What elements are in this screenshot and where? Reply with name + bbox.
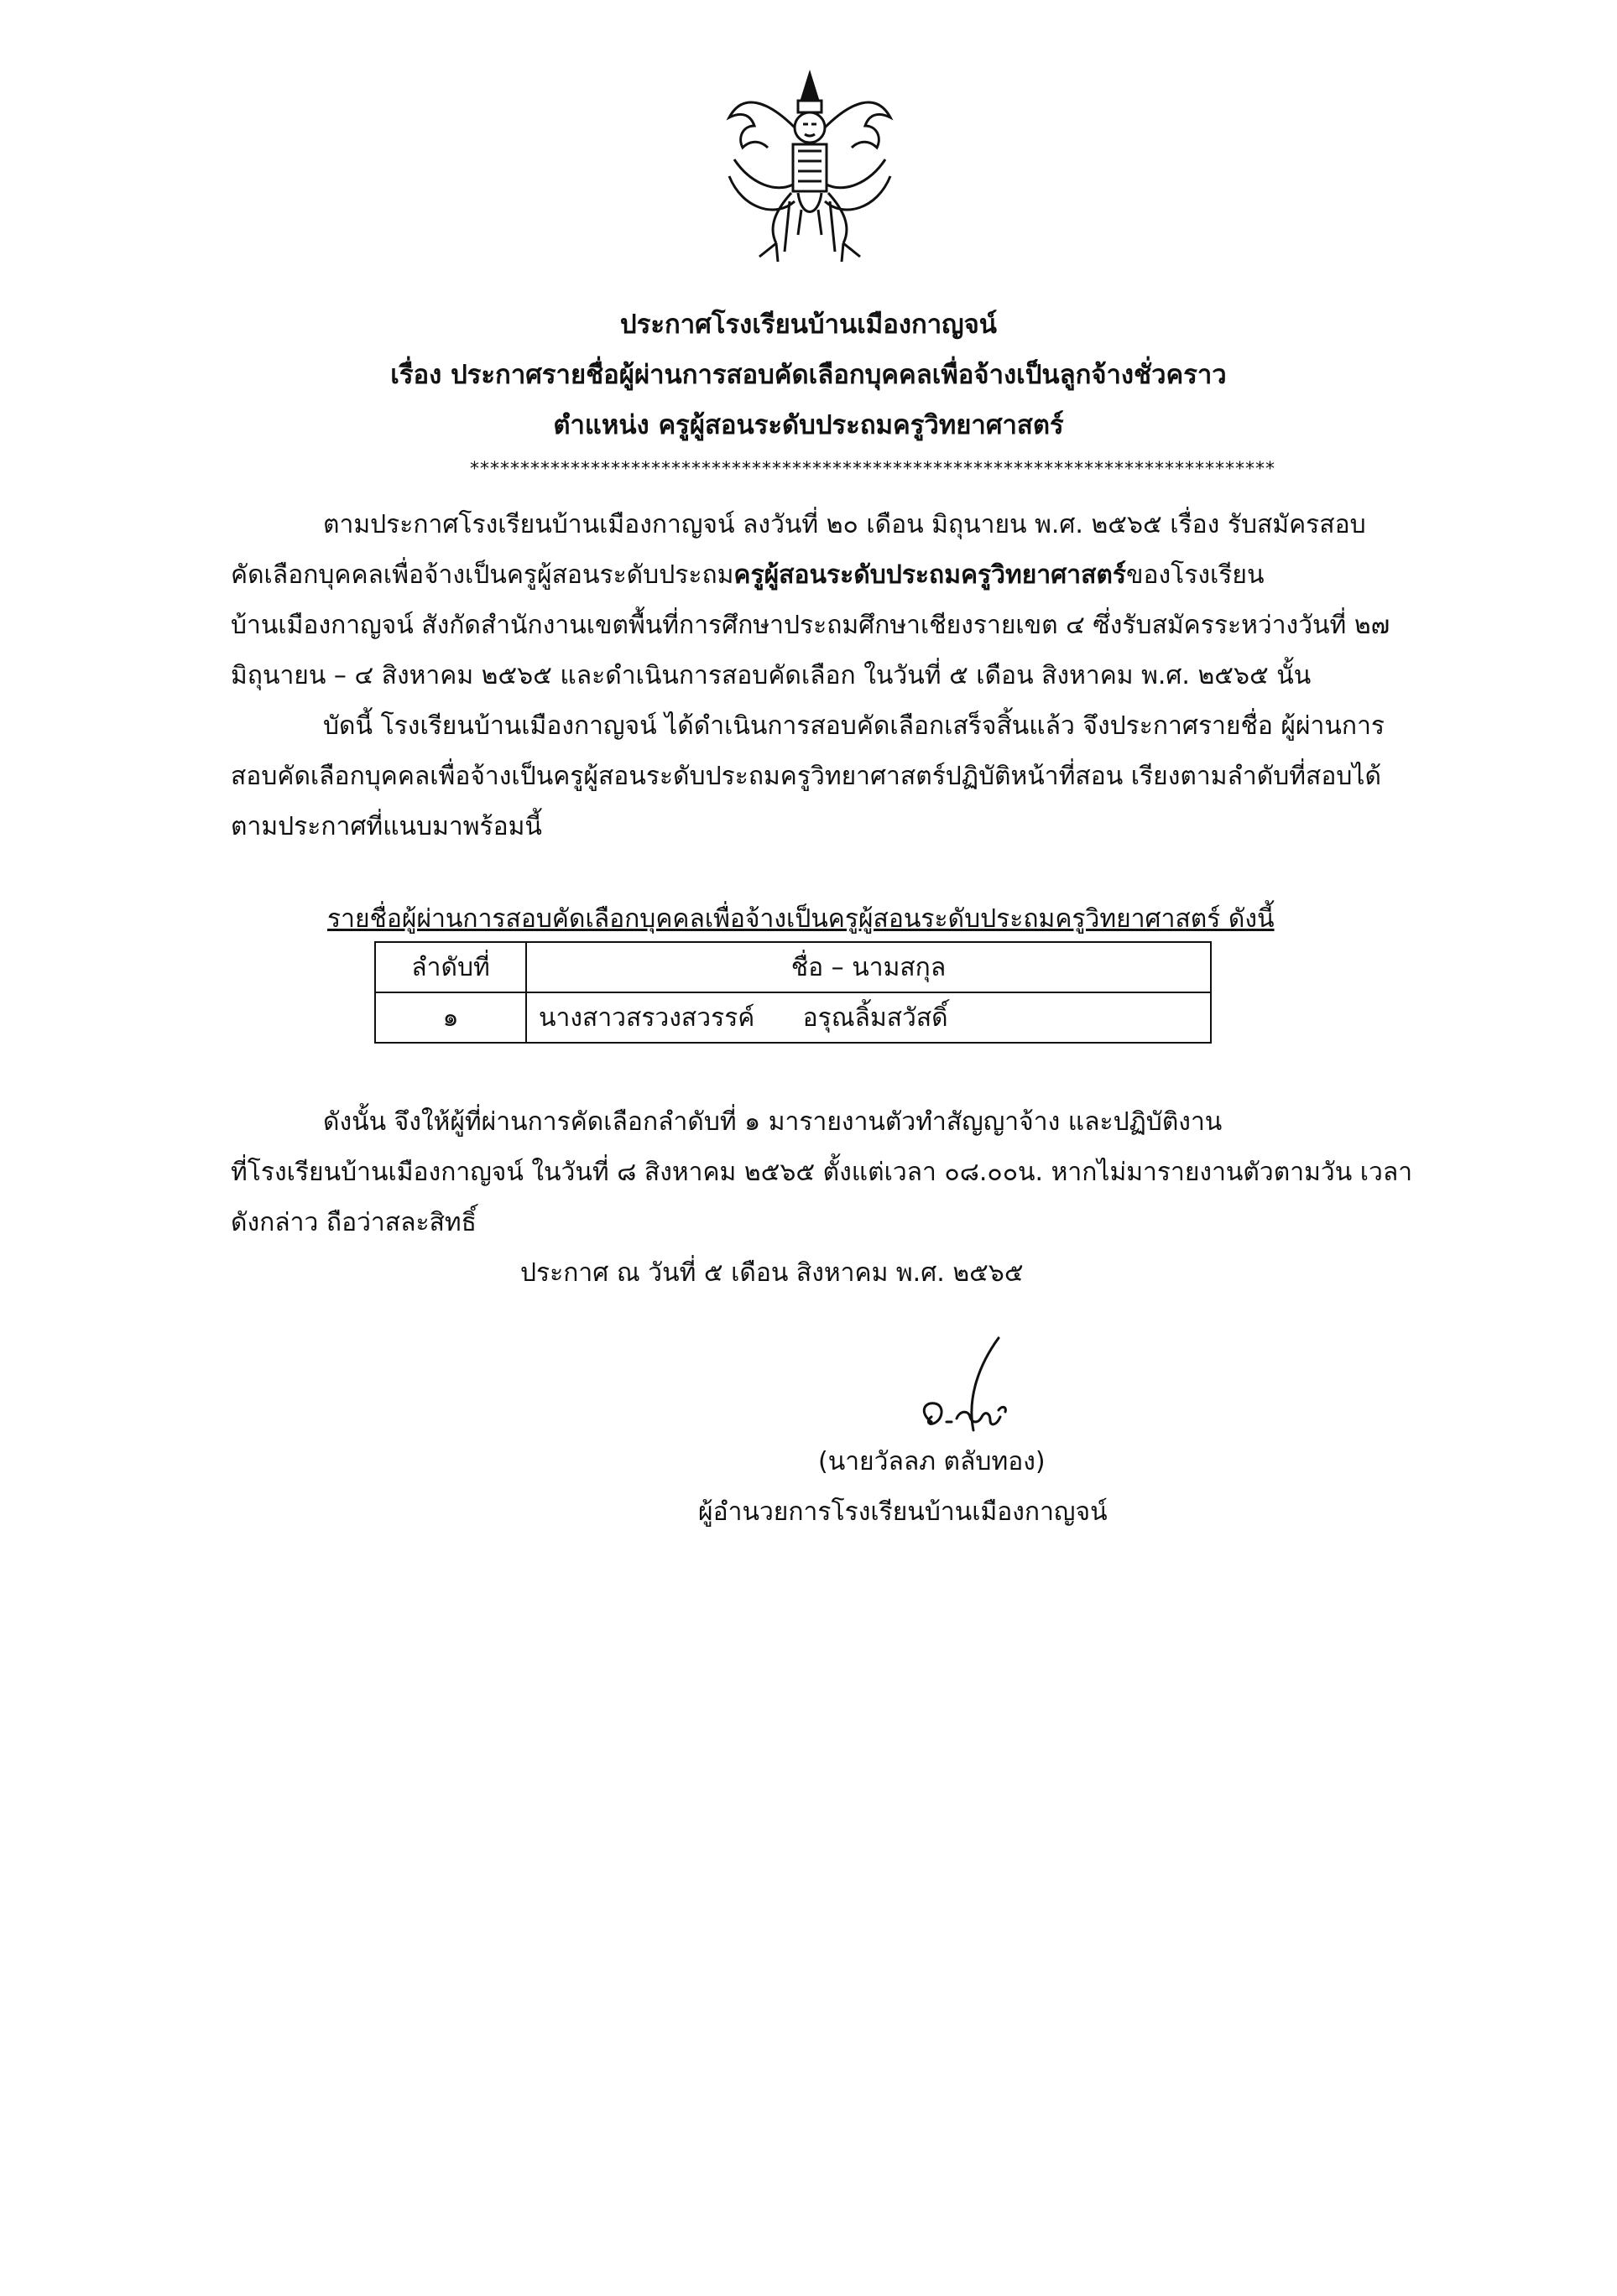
announcement-position: ตำแหน่ง ครูผู้สอนระดับประถมครูวิทยาศาสตร์ xyxy=(553,410,1064,440)
table-header-row xyxy=(375,942,1211,992)
signatory-title: ผู้อำนวยการโรงเรียนบ้านเมืองกาญจน์ xyxy=(698,1497,1108,1527)
announcement-title: ประกาศโรงเรียนบ้านเมืองกาญจน์ xyxy=(620,310,997,340)
p1-text-c: ของโรงเรียน xyxy=(1126,560,1265,590)
closing-line-2: ที่โรงเรียนบ้านเมืองกาญจน์ ในวันที่ ๘ สิงหาคม ๒๕๖๕ ตั้งแต่เวลา ๐๘.๐๐น. หากไม่มารายงานตัวตามวัน เวลา xyxy=(231,1158,1413,1187)
paragraph-1-line-4: มิถุนายน – ๔ สิงหาคม ๒๕๖๕ และดำเนินการสอบคัดเลือก ในวันที่ ๕ เดือน สิงหาคม พ.ศ. ๒๕๖๕ นั้น xyxy=(231,661,1312,690)
signatory-name: (นายวัลลภ ตลับทอง) xyxy=(818,1447,1046,1476)
closing-line-3: ดังกล่าว ถือว่าสละสิทธิ์ xyxy=(231,1208,477,1237)
announcement-date: ประกาศ ณ วันที่ ๕ เดือน สิงหาคม พ.ศ. ๒๕๖๕ xyxy=(520,1258,1024,1288)
row-last-name: อรุณลิ้มสวัสดิ์ xyxy=(802,1002,948,1033)
paragraph-1-line-2 xyxy=(231,554,1265,597)
garuda-emblem-icon xyxy=(717,67,902,268)
table-row xyxy=(375,992,1211,1043)
divider-line: ******************************************************************************** xyxy=(470,459,1275,480)
paragraph-2-line-2: สอบคัดเลือกบุคคลเพื่อจ้างเป็นครูผู้สอนระดับประถมครูวิทยาศาสตร์ปฏิบัติหน้าที่สอน เรียงตามลำดับที่สอบได้ xyxy=(231,762,1381,791)
paragraph-2-line-1: บัดนี้ โรงเรียนบ้านเมืองกาญจน์ ได้ดำเนินการสอบคัดเลือกเสร็จสิ้นแล้ว จึงประกาศรายชื่อ ผู้ผ่านการ xyxy=(323,711,1385,741)
results-table xyxy=(374,941,1212,1044)
column-header-rank: ลำดับที่ xyxy=(375,942,526,992)
column-header-name: ชื่อ – นามสกุล xyxy=(526,942,1211,992)
row-first-name: นางสาวสรวงสวรรค์ xyxy=(539,1002,755,1033)
paragraph-1-line-1: ตามประกาศโรงเรียนบ้านเมืองกาญจน์ ลงวันที่ ๒๐ เดือน มิถุนายน พ.ศ. ๒๕๖๕ เรื่อง รับสมัครสอบ xyxy=(323,510,1366,539)
p1-text-a: คัดเลือกบุคคลเพื่อจ้างเป็นครูผู้สอนระดับประถม xyxy=(231,560,734,590)
handwritten-signature xyxy=(873,1330,1041,1447)
closing-line-1: ดังนั้น จึงให้ผู้ที่ผ่านการคัดเลือกลำดับที่ ๑ มารายงานตัวทำสัญญาจ้าง และปฏิบัติงาน xyxy=(323,1107,1223,1137)
p1-bold-position: ครูผู้สอนระดับประถมครูวิทยาศาสตร์ xyxy=(733,560,1126,590)
row-name xyxy=(526,992,1211,1043)
paragraph-2-line-3: ตามประกาศที่แนบมาพร้อมนี้ xyxy=(231,812,542,841)
paragraph-1-line-3: บ้านเมืองกาญจน์ สังกัดสำนักงานเขตพื้นที่การศึกษาประถมศึกษาเชียงรายเขต ๔ ซึ่งรับสมัครระหว่างวันที่ ๒๗ xyxy=(231,611,1390,640)
row-rank: ๑ xyxy=(375,992,526,1043)
list-caption: รายชื่อผู้ผ่านการสอบคัดเลือกบุคคลเพื่อจ้างเป็นครูผู้สอนระดับประถมครูวิทยาศาสตร์ ดังนี้ xyxy=(327,904,1275,934)
announcement-subject: เรื่อง ประกาศรายชื่อผู้ผ่านการสอบคัดเลือกบุคคลเพื่อจ้างเป็นลูกจ้างชั่วคราว xyxy=(390,360,1227,390)
